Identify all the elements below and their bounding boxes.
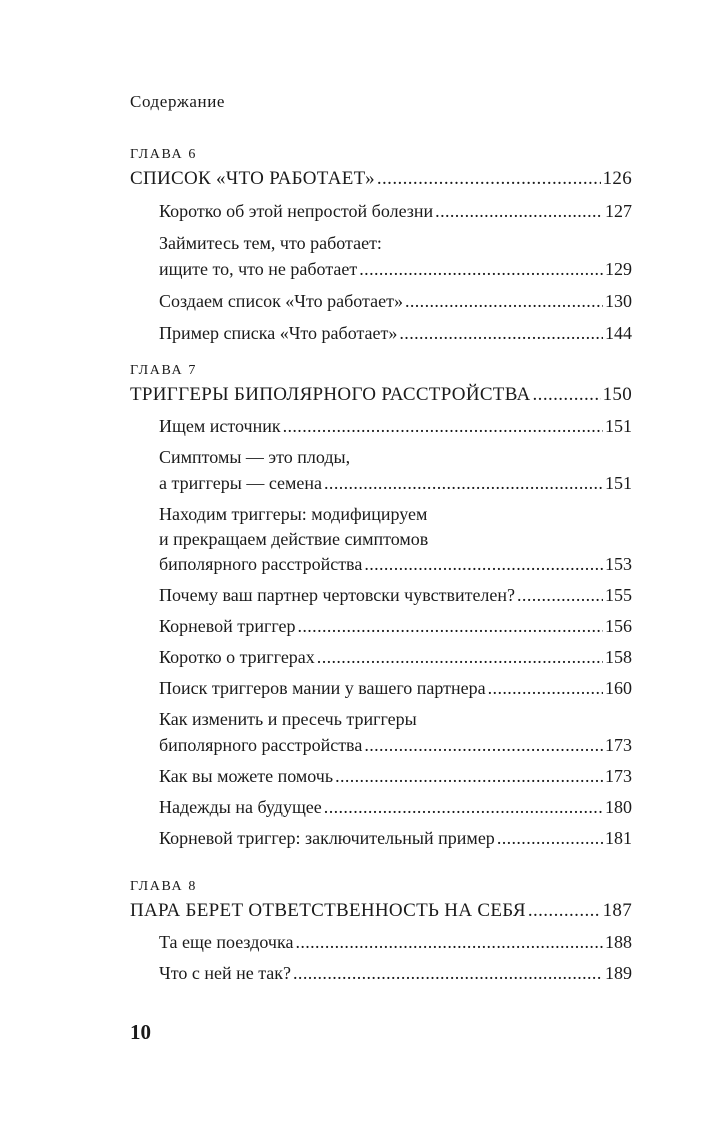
entry-text: Та еще поездочка [159, 932, 294, 952]
entry-text: Ищем источник [159, 416, 281, 436]
chapter-label: ГЛАВА 7 [130, 363, 197, 378]
toc-entry[interactable] [159, 503, 632, 575]
toc-entry[interactable] [159, 232, 632, 280]
toc-entry[interactable] [159, 827, 632, 849]
toc-entry[interactable] [159, 584, 632, 606]
leader-dots [364, 553, 603, 575]
entry-text: Как вы можете помочь [159, 766, 334, 786]
page-ref: 155 [605, 585, 632, 605]
page-ref: 158 [605, 647, 632, 667]
toc-entry[interactable] [159, 796, 632, 818]
toc-entry[interactable] [159, 677, 632, 699]
page-ref: 173 [605, 766, 632, 786]
entry-text: Симптомы — это плоды, [159, 447, 351, 467]
leader-dots [517, 584, 603, 606]
leader-dots [435, 200, 603, 222]
chapter-title-text: ТРИГГЕРЫ БИПОЛЯРНОГО РАССТРОЙСТВА [130, 384, 531, 405]
toc-entry[interactable] [159, 765, 632, 787]
chapter-6 [130, 146, 632, 344]
entry-text: Займитесь тем, что работает: [159, 233, 382, 253]
toc-entry[interactable] [159, 446, 632, 494]
chapter-title[interactable] [130, 900, 632, 922]
leader-dots [297, 615, 603, 637]
leader-dots [528, 900, 601, 922]
page-ref: 187 [602, 900, 632, 921]
leader-dots [377, 168, 601, 190]
chapter-label: ГЛАВА 8 [130, 879, 197, 894]
leader-dots [488, 677, 603, 699]
chapter-title[interactable] [130, 168, 632, 190]
toc-entry[interactable] [159, 962, 632, 984]
entry-text: Пример списка «Что работает» [159, 323, 398, 343]
entry-text: ищите то, что не работает [159, 259, 358, 279]
toc-entry[interactable] [159, 200, 632, 222]
page-ref: 150 [602, 384, 632, 405]
page-ref: 153 [605, 554, 632, 574]
entry-text: биполярного расстройства [159, 554, 363, 574]
page-ref: 129 [605, 259, 632, 279]
leader-dots [283, 415, 603, 437]
entry-text: а триггеры — семена [159, 473, 323, 493]
entry-text: Как изменить и пресечь триггеры [159, 709, 417, 729]
entry-text: Поиск триггеров мании у вашего партнера [159, 678, 486, 698]
page-ref: 181 [605, 828, 632, 848]
page-ref: 180 [605, 797, 632, 817]
leader-dots [335, 765, 603, 787]
toc-entry[interactable] [159, 290, 632, 312]
leader-dots [497, 827, 603, 849]
page-ref: 188 [605, 932, 632, 952]
entry-text: Корневой триггер: заключительный пример [159, 828, 495, 848]
leader-dots [295, 931, 603, 953]
leader-dots [405, 290, 603, 312]
entry-text: и прекращаем действие симптомов [159, 529, 429, 549]
page-ref: 173 [605, 735, 632, 755]
chapter-title-text: ПАРА БЕРЕТ ОТВЕТСТВЕННОСТЬ НА СЕБЯ [130, 900, 526, 921]
toc-entry[interactable] [159, 708, 632, 756]
leader-dots [364, 734, 603, 756]
leader-dots [317, 646, 603, 668]
leader-dots [293, 962, 603, 984]
entry-text: Находим триггеры: модифицируем [159, 504, 428, 524]
page-ref: 130 [605, 291, 632, 311]
page-ref: 151 [605, 416, 632, 436]
page-ref: 160 [605, 678, 632, 698]
page-ref: 189 [605, 963, 632, 983]
leader-dots [324, 472, 603, 494]
page-ref: 156 [605, 616, 632, 636]
page-ref: 127 [605, 201, 632, 221]
chapter-label: ГЛАВА 6 [130, 147, 197, 162]
leader-dots [359, 258, 603, 280]
page-ref: 151 [605, 473, 632, 493]
entry-text: Корневой триггер [159, 616, 296, 636]
toc-entry[interactable] [159, 615, 632, 637]
entry-text: Коротко о триггерах [159, 647, 315, 667]
leader-dots [324, 796, 603, 818]
entry-text: Коротко об этой непростой болезни [159, 201, 434, 221]
entry-text: Почему ваш партнер чертовски чувствителен? [159, 585, 516, 605]
toc-entry[interactable] [159, 646, 632, 668]
toc-entry[interactable] [159, 415, 632, 437]
leader-dots [399, 322, 603, 344]
chapter-8 [130, 878, 632, 984]
page-ref: 126 [602, 168, 632, 189]
page-ref: 144 [605, 323, 632, 343]
chapter-7 [130, 362, 632, 849]
page-number: 10 [130, 1020, 151, 1044]
chapter-title[interactable] [130, 384, 632, 406]
entry-text: Надежды на будущее [159, 797, 322, 817]
entry-text: Создаем список «Что работает» [159, 291, 403, 311]
entry-text: Что с ней не так? [159, 963, 292, 983]
running-head: Содержание [130, 92, 226, 111]
leader-dots [533, 384, 601, 406]
toc-entry[interactable] [159, 322, 632, 344]
toc-entry[interactable] [159, 931, 632, 953]
chapter-title-text: СПИСОК «ЧТО РАБОТАЕТ» [130, 168, 375, 189]
entry-text: биполярного расстройства [159, 735, 363, 755]
